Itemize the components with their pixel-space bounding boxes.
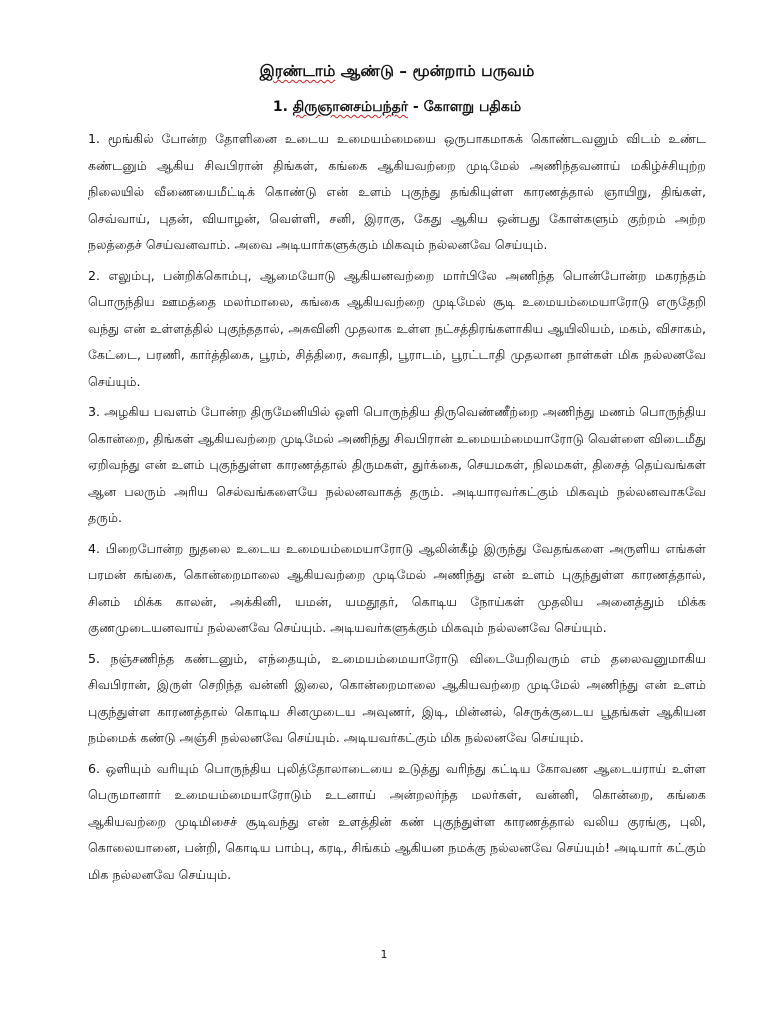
paragraph-1: 1. மூங்கில் போன்ற தோளினை உடைய உமையம்மையை ஒருபாகமாகக் கொண்டவனும் விடம் உண்ட கண்டனும் ஆகிய சிவபிரான் திங்கள், கங்கை ஆகியவற்றை முடிமேல் அணிந்தவனாய் மகிழ்ச்சியுற்ற நிலையில் வீணையைமீட்டிக் கொண்டு என் உளம் புகுந்து தங்கியுள்ள காரணத்தால் ஞாயிறு, திங்கள், செவ்வாய், புதன், வியாழன், வெள்ளி, சனி, இராகு, கேது ஆகிய ஒன்பது கோள்களும் குற்றம் அற்ற நலத்தைச் செய்வனவாம். அவை அடியார்களுக்கும் மிகவும் நல்லனவே செய்யும். xyxy=(88,131,706,252)
page-number: 1 xyxy=(380,948,388,961)
title-text: ஆண்டு – மூன்றாம் பருவம் xyxy=(335,62,535,80)
paragraph-6: 6. ஒளியும் வரியும் பொருந்திய புலித்தோலாடையை உடுத்து வரிந்து கட்டிய கோவண ஆடையராய் உள்ள பெருமானார் உமையம்மையாரோடும் உடனாய் அன்றலர்ந்த மலர்கள், வன்னி, கொன்றை, கங்கை ஆகியவற்றை முடிமிசைச் சூடிவந்து என் உளத்தின் கண் புகுந்துள்ள காரணத்தால் வலிய குரங்கு, புலி, கொலையானை, பன்றி, கொடிய பாம்பு, கரடி, சிங்கம் ஆகியன நமக்கு நல்லனவே செய்யும்! அடியார் கட்கும் மிக நல்லனவே செய்யும். xyxy=(88,760,706,882)
section-poem-name: - கோளறு பதிகம் xyxy=(408,99,522,115)
section-author-name: திருஞானசம்பந்தர் xyxy=(292,99,409,115)
paragraph-2: 2. எலும்பு, பன்றிக்கொம்பு, ஆமையோடு ஆகியனவற்றை மார்பிலே அணிந்த பொன்போன்ற மகரந்தம் பொருந்திய ஊமத்தை மலர்மாலை, கங்கை ஆகியவற்றை முடிமேல் சூடி உமையம்மையாரோடு எருதேறி வந்து என் உள்ளத்தில் புகுந்ததால், அசுவினி முதலாக உள்ள நட்சத்திரங்களாகிய ஆயிலியம், மகம், விசாகம், கேட்டை, பரணி, கார்த்திகை, பூரம், சித்திரை, சுவாதி, பூராடம், பூரட்டாதி முதலான நாள்கள் மிக நல்லனவே செய்யும். xyxy=(88,267,706,389)
section-title xyxy=(88,96,706,118)
title-spellcheck-word: இரண்டாம் xyxy=(259,62,336,80)
paragraph-4: 4. பிறைபோன்ற நுதலை உடைய உமையம்மையாரோடு ஆலின்கீழ் இருந்து வேதங்களை அருளிய எங்கள் பரமன் கங்கை, கொன்றைமாலை ஆகியவற்றை முடிமேல் அணிந்து என் உளம் புகுந்துள்ள காரணத்தால், சினம் மிக்க காலன், அக்கினி, யமன், யமதூதர், கொடிய நோய்கள் முதலிய அனைத்தும் மிக்க குணமுடையனவாய் நல்லனவே செய்யும். அடியவர்களுக்கும் மிகவும் நல்லனவே செய்யும். xyxy=(88,540,706,635)
section-number: 1. xyxy=(272,99,293,115)
page-title xyxy=(88,60,706,82)
paragraph-5: 5. நஞ்சணிந்த கண்டனும், எந்தையும், உமையம்மையாரோடு விடையேறிவரும் எம் தலைவனுமாகிய சிவபிரான், இருள் செறிந்த வன்னி இலை, கொன்றைமாலை ஆகியவற்றை முடிமேல் அணிந்து என் உளம் புகுந்துள்ள காரணத்தால் கொடிய சினமுடைய அவுணர், இடி, மின்னல், செருக்குடைய பூதங்கள் ஆகியன நம்மைக் கண்டு அஞ்சி நல்லனவே செய்யும். அடியவர்கட்கும் மிக நல்லனவே செய்யும். xyxy=(88,650,706,745)
paragraph-3: 3. அழகிய பவளம் போன்ற திருமேனியில் ஒளி பொருந்திய திருவெண்ணீற்றை அணிந்து மணம் பொருந்திய கொன்றை, திங்கள் ஆகியவற்றை முடிமேல் அணிந்து சிவபிரான் உமையம்மையாரோடு வெள்ளை விடைமீது ஏறிவந்து என் உளம் புகுந்துள்ள காரணத்தால் திருமகள், துர்க்கை, செயமகள், நிலமகள், திசைத் தெய்வங்கள் ஆன பலரும் அரிய செல்வங்களையே நல்லனவாகத் தரும். அடியாரவர்கட்கும் மிகவும் நல்லனவாகவே தரும். xyxy=(88,404,706,525)
